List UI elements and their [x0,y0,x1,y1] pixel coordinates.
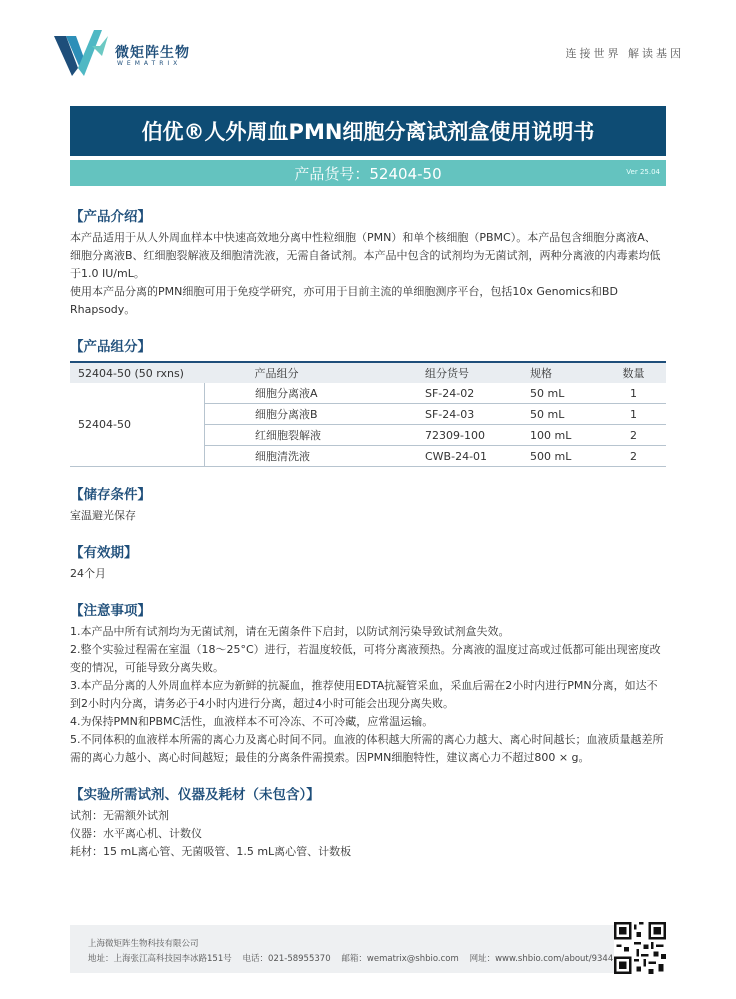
brand-sub: WEMATRIX [117,60,182,67]
table-header: 组分货号 [421,362,526,383]
wematrix-logo-icon [52,28,110,78]
notes-heading: 【注意事项】 [70,603,151,619]
table-cell: SF-24-03 [421,404,526,425]
page-header [0,0,736,90]
table-cell: 细胞分离液A [205,383,422,404]
table-cell: 红细胞裂解液 [205,425,422,446]
storage-text: 室温避光保存 [70,509,136,522]
validity-text: 24个月 [70,567,106,580]
table-cell: 100 mL [526,425,601,446]
table-header: 产品组分 [205,362,422,383]
version-label: Ver 25.04 [626,168,660,176]
footer-website: 网址：www.shbio.com/about/9344 [469,954,614,964]
validity-heading: 【有效期】 [70,545,138,561]
document-title: 伯优®人外周血PMN细胞分离试剂盒使用说明书 [70,106,666,156]
note-item: 4.为保持PMN和PBMC活性，血液样本不可冷冻、不可冷藏，应常温运输。 [70,715,434,728]
materials-heading: 【实验所需试剂、仪器及耗材（未包含）】 [70,787,320,803]
table-cell: 1 [601,404,666,425]
intro-section [70,205,666,319]
brand-name: 微矩阵生物 [115,45,190,61]
footer-email: 邮箱：wematrix@shbio.com [341,954,459,964]
product-code: 产品货号：52404-50 [294,164,442,183]
components-heading: 【产品组分】 [70,339,151,355]
kit-code-cell: 52404-50 [70,383,205,467]
footer-phone: 电话：021-58955370 [242,954,331,964]
footer-company: 上海微矩阵生物科技有限公司 [88,939,199,949]
storage-section [70,483,666,525]
table-cell: 500 mL [526,446,601,467]
table-cell: 72309-100 [421,425,526,446]
note-item: 2.整个实验过程需在室温（18～25°C）进行，若温度较低，可将分离液预热。分离液的温度过高或过低都可能出现密度改变的情况，可能导致分离失败。 [70,643,661,674]
main-content [70,205,666,877]
slogan: 连接世界 解读基因 [565,47,684,60]
product-code-bar [70,160,666,186]
table-header: 规格 [526,362,601,383]
table-cell: 细胞清洗液 [205,446,422,467]
table-cell: CWB-24-01 [421,446,526,467]
notes-section [70,599,666,767]
storage-heading: 【储存条件】 [70,487,151,503]
table-cell: SF-24-02 [421,383,526,404]
intro-heading: 【产品介绍】 [70,209,151,225]
intro-paragraph-1: 本产品适用于从人外周血样本中快速高效地分离中性粒细胞（PMN）和单个核细胞（PBMC）。本产品包含细胞分离液A、细胞分离液B、红细胞裂解液及细胞清洗液，无需自备试剂。本产品中包含的试剂均为无菌试剂，两种分离液的内毒素均低于1.0 IU/mL。 [70,231,661,280]
footer [70,925,626,973]
material-item: 仪器：水平离心机、计数仪 [70,827,202,840]
footer-contact [88,952,613,964]
materials-section [70,783,666,861]
table-cell: 2 [601,425,666,446]
components-section [70,335,666,467]
qr-code-icon [614,922,666,974]
table-cell: 1 [601,383,666,404]
footer-address: 地址：上海张江高科技园李冰路151号 [88,954,232,964]
table-header: 52404-50 (50 rxns) [70,362,205,383]
table-cell: 细胞分离液B [205,404,422,425]
material-item: 耗材：15 mL离心管、无菌吸管、1.5 mL离心管、计数板 [70,845,352,858]
intro-paragraph-2: 使用本产品分离的PMN细胞可用于免疫学研究，亦可用于目前主流的单细胞测序平台，包括10x Genomics和BD Rhapsody。 [70,285,618,316]
material-item: 试剂：无需额外试剂 [70,809,169,822]
table-cell: 50 mL [526,383,601,404]
validity-section [70,541,666,583]
table-header-row [70,362,666,383]
note-item: 1.本产品中所有试剂均为无菌试剂，请在无菌条件下启封，以防试剂污染导致试剂盒失效。 [70,625,510,638]
components-table [70,361,666,467]
note-item: 3.本产品分离的人外周血样本应为新鲜的抗凝血，推荐使用EDTA抗凝管采血，采血后需在2小时内进行PMN分离，如达不到2小时内分离，请务必于4小时内进行分离，超过4小时可能会出现分离失败。 [70,679,658,710]
note-item: 5.不同体积的血液样本所需的离心力及离心时间不同。血液的体积越大所需的离心力越大、离心时间越长；血液质量越差所需的离心力越小、离心时间越短；最佳的分离条件需摸索。因PMN细胞特性，建议离心力不超过800 × g。 [70,733,664,764]
table-row [70,383,666,404]
table-cell: 50 mL [526,404,601,425]
table-cell: 2 [601,446,666,467]
table-header: 数量 [601,362,666,383]
